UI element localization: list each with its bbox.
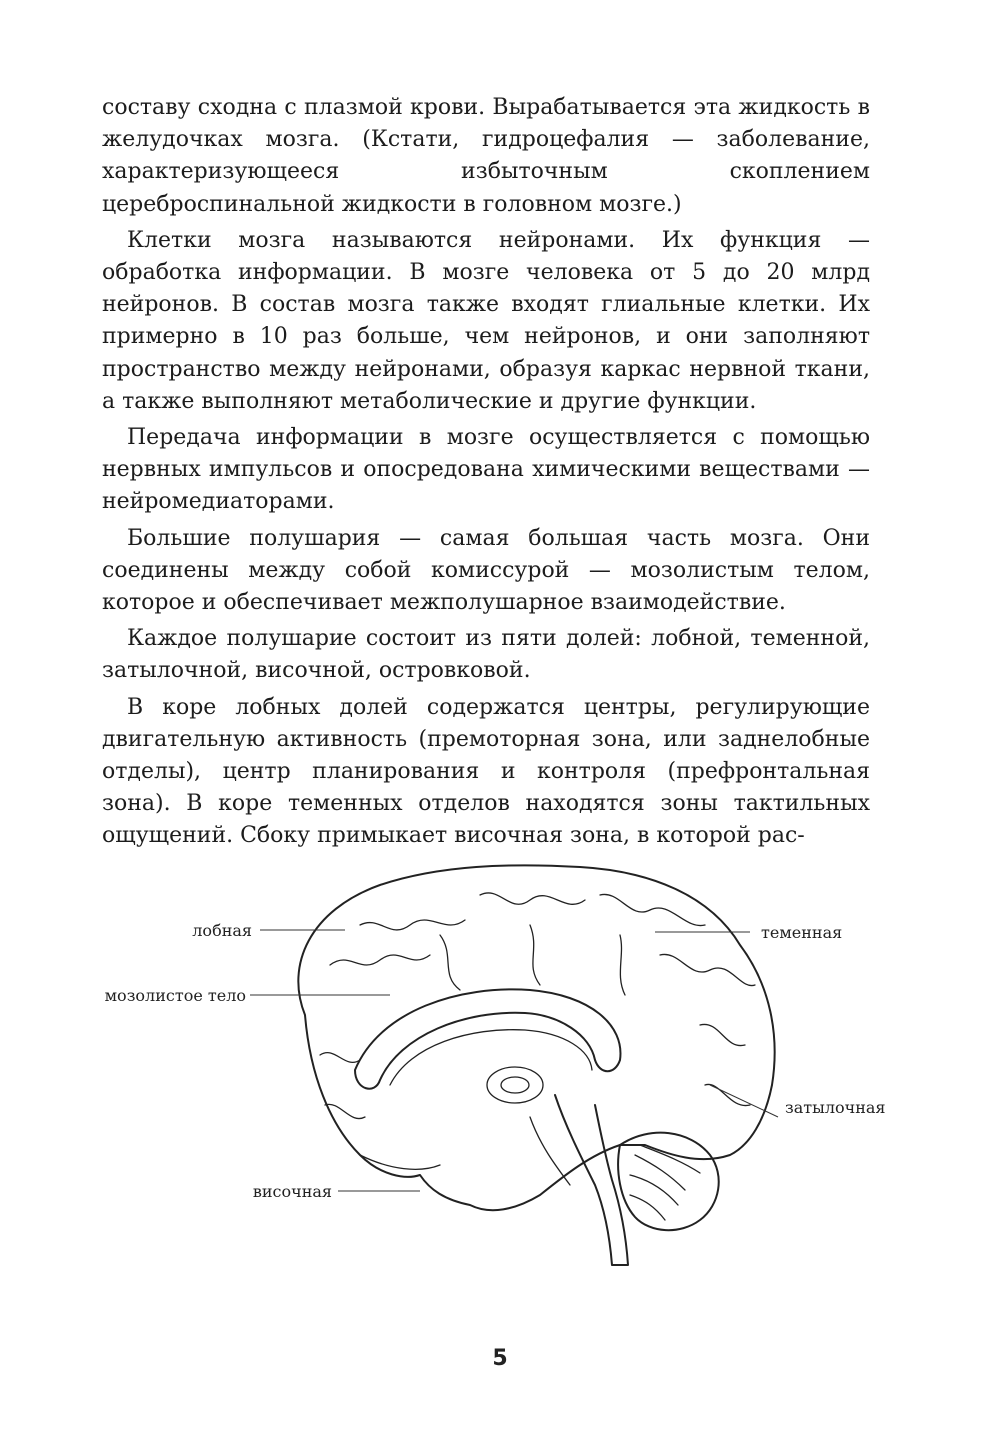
body-text	[102, 92, 870, 857]
brain-sagittal-illustration	[60, 855, 940, 1275]
brain-figure	[60, 855, 940, 1275]
label-temporal: височная	[252, 1182, 332, 1201]
label-corpus-callosum: мозолистое тело	[104, 986, 246, 1005]
label-occipital: затылочная	[785, 1098, 886, 1117]
label-parietal: теменная	[761, 923, 843, 942]
paragraph-5: Каждое полушарие состоит из пяти долей: лобной, теменной, затылочной, височной, островковой.	[102, 626, 870, 684]
brain-outline	[298, 865, 774, 1210]
corpus-callosum	[355, 989, 620, 1088]
label-frontal: лобная	[192, 921, 252, 940]
paragraph-4: Большие полушария — самая большая часть мозга. Они соединены между собой комиссурой — мозолистым телом, которое и обеспечивает межполушарное взаимодействие.	[102, 525, 870, 616]
page-number: 5	[492, 1346, 508, 1371]
paragraph-3: Передача информации в мозге осуществляется с помощью нервных импульсов и опосредована химическими веществами — нейромедиаторами.	[102, 425, 870, 515]
paragraph-6: В коре лобных долей содержатся центры, регулирующие двигательную активность (премоторная зона, или заднелобные отделы), центр планирования и контроля (префронтальная зона). В коре теменных отделов находятся зоны тактильных ощущений. Сбоку примыкает височная зона, в которой рас-	[102, 694, 870, 849]
cerebellum	[618, 1133, 719, 1231]
paragraph-1: составу сходна с плазмой крови. Вырабатывается эта жидкость в желудочках мозга. (Кстати, гидроцефалия — заболевание, характеризующееся избыточным скоплением цереброспинальной жидкости в головном мозге.)	[102, 95, 870, 217]
paragraph-2: Клетки мозга называются нейронами. Их функция — обработка информации. В мозге человека от 5 до 20 млрд нейронов. В состав мозга также входят глиальные клетки. Их примерно в 10 раз больше, чем нейронов, и они заполняют пространство между нейронами, образуя каркас нервной ткани, а также выполняют метаболические и другие функции.	[102, 227, 870, 414]
